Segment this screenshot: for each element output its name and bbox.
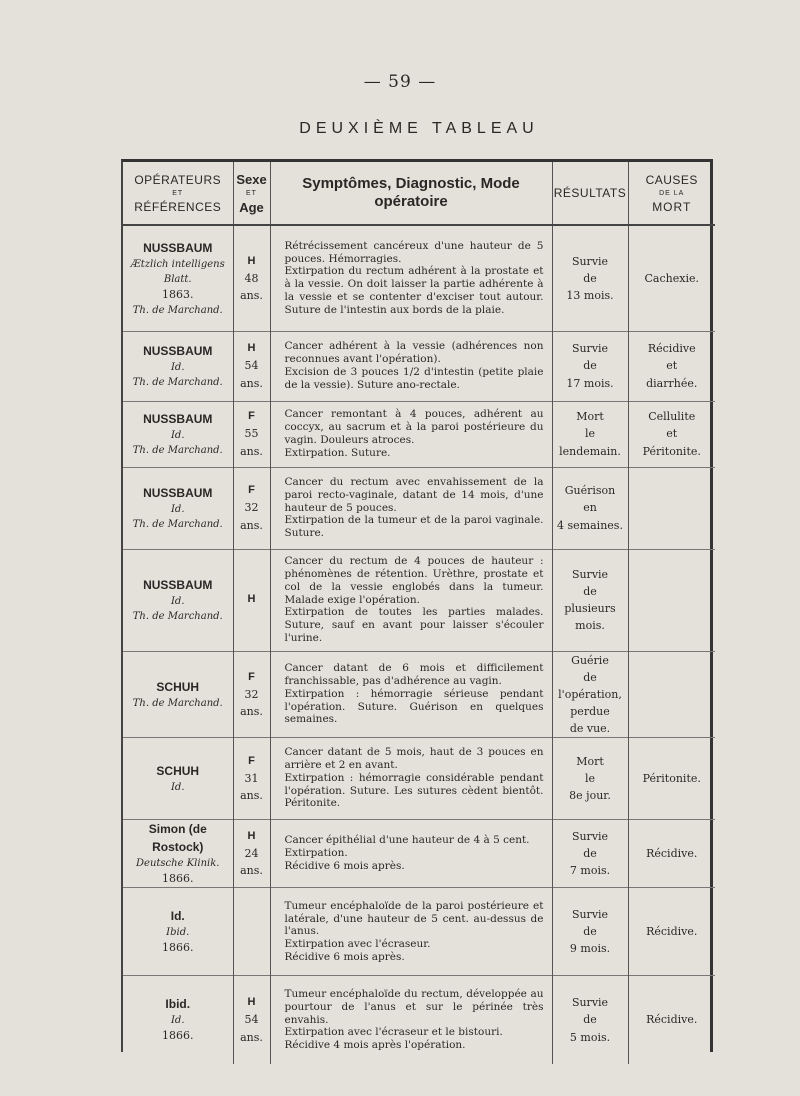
resultat-cell-line: de [583, 846, 597, 860]
operateur-cell [123, 401, 233, 467]
cause-cell [628, 888, 715, 976]
table-row [123, 737, 715, 819]
sexe-age-cell-line: 31 [244, 771, 259, 785]
cause-cell [628, 549, 715, 651]
resultat-cell-line: 17 mois. [566, 376, 614, 390]
resultat-cell-line: de [583, 271, 597, 285]
symptomes-cell-line: Extirpation : hémorragie considérable pendant l'opération. Suture. Les sutures cèdent bientôt. Péritonite. [284, 771, 544, 810]
resultat-cell-line: de [583, 359, 597, 373]
sexe-age-cell-line: ans. [240, 518, 263, 532]
sexe-age-cell-line: 54 [244, 1013, 259, 1027]
table-row [123, 976, 715, 1064]
sexe-age-cell-line: ans. [240, 864, 263, 877]
cause-cell [628, 401, 715, 467]
operateur-cell [123, 225, 233, 331]
cause-cell-line: Récidive. [646, 925, 698, 939]
header-row [123, 162, 715, 225]
symptomes-cell-line: Récidive 6 mois après. [284, 859, 405, 872]
resultat-cell-line: 4 semaines. [557, 518, 623, 532]
symptomes-cell-line: Cancer du rectum de 4 pouces de hauteur : phénomènes de rétention. Urèthre, prostate et col de la vessie englobés dans la tumeur. Malade exige l'opération. [284, 555, 544, 606]
sexe-age-cell-line: F [248, 410, 255, 423]
resultat-cell-line: le [584, 771, 596, 785]
resultat-cell-line: l'opération, [558, 687, 622, 701]
resultat-cell-line: Survie [571, 908, 609, 922]
resultat-cell [552, 225, 628, 331]
resultat-cell-line: le [584, 427, 596, 441]
operateur-cell [123, 976, 233, 1064]
sexe-age-cell-line: ans. [240, 788, 263, 802]
cause-cell [628, 737, 715, 819]
operateur-cell [123, 331, 233, 401]
resultat-cell-line: Mort [576, 410, 604, 424]
cause-cell [628, 225, 715, 331]
symptomes-cell-line: Extirpation. [284, 847, 348, 860]
operateur-cell-line: Th. de Marchand. [132, 611, 223, 622]
sexe-age-cell [233, 225, 270, 331]
cause-cell-line: Récidive. [646, 1013, 698, 1027]
symptomes-cell-line: Cancer datant de 6 mois et difficilement franchissable, pas d'adhérence au vagin. [284, 662, 544, 687]
operateur-cell-line: Ætzlich intelligens Blatt. [130, 258, 225, 285]
sexe-age-cell-line: 32 [244, 687, 259, 701]
resultat-cell-line: de [583, 925, 597, 939]
resultat-cell [552, 651, 628, 737]
sexe-age-cell-line: ans. [240, 704, 263, 718]
operateur-cell-line: Th. de Marchand. [132, 519, 223, 530]
operateur-cell-line: NUSSBAUM [143, 240, 213, 255]
table-row [123, 331, 715, 401]
sexe-age-cell-line: 48 [244, 271, 259, 285]
sexe-age-cell [233, 819, 270, 888]
symptomes-cell [270, 976, 552, 1064]
resultat-cell-line: 8e jour. [569, 788, 611, 802]
symptomes-cell [270, 225, 552, 331]
symptomes-cell-line: Extirpation. Suture. [284, 446, 391, 459]
cause-cell-line: Péritonite. [642, 444, 701, 458]
symptomes-cell-line: Cancer remontant à 4 pouces, adhérent au coccyx, au sacrum et à la paroi postérieure du vagin. Douleurs atroces. [284, 408, 544, 446]
operateur-cell-line: Ibid. [166, 926, 190, 938]
sexe-age-cell-line: H [247, 996, 256, 1009]
symptomes-cell [270, 888, 552, 976]
table-body [123, 225, 715, 1064]
table-row [123, 651, 715, 737]
resultat-cell-line: de [583, 1013, 597, 1027]
operateur-cell [123, 549, 233, 651]
operateur-cell-line: 1866. [162, 1029, 194, 1043]
symptomes-cell [270, 331, 552, 401]
sexe-age-cell-line: H [247, 829, 256, 842]
sexe-age-cell-line: H [247, 342, 256, 355]
resultat-cell-line: 9 mois. [569, 942, 611, 956]
symptomes-cell-line: Extirpation avec l'écraseur. [284, 938, 431, 951]
table-row [123, 401, 715, 467]
resultat-cell-line: 7 mois. [569, 864, 611, 877]
symptomes-cell [270, 401, 552, 467]
symptomes-cell [270, 549, 552, 651]
symptomes-cell-line: Extirpation de toutes les parties malades. Suture, sauf en avant pour laisser s'écouler l'urine. [284, 606, 544, 644]
table-title: DEUXIÈME TABLEAU [299, 120, 539, 137]
operateur-cell-line: Deutsche Klinik. [136, 857, 220, 869]
operateur-cell-line: Id. [170, 504, 185, 515]
resultat-cell-line: perdue [570, 704, 610, 718]
cause-cell-line: Récidive. [646, 846, 698, 860]
operateur-cell [123, 737, 233, 819]
sexe-age-cell [233, 549, 270, 651]
sexe-age-cell-line: H [247, 254, 256, 267]
table-row [123, 225, 715, 331]
resultat-cell [552, 331, 628, 401]
operateur-cell-line: Id. [170, 1015, 185, 1027]
operateur-cell-line: 1863. [162, 287, 194, 301]
operateur-cell-line: Id. [170, 781, 185, 793]
resultat-cell [552, 888, 628, 976]
cause-cell-line: et [666, 359, 678, 373]
sexe-age-cell-line: 55 [244, 427, 259, 441]
table-row [123, 819, 715, 888]
symptomes-cell-line: Excision de 3 pouces 1/2 d'intestin (petite plaie de la vessie). Suture ano-rectale. [284, 366, 544, 391]
symptomes-cell-line: Tumeur encéphaloïde du rectum, développée au pourtour de l'anus et sur le périnée très envahis. [284, 987, 544, 1026]
operateur-cell-line: Ibid. [165, 997, 191, 1012]
sexe-age-cell-line: F [248, 484, 255, 497]
header-causes: CAUSES DE LA MORT [628, 162, 715, 225]
resultat-cell-line: plusieurs [564, 602, 616, 615]
symptomes-cell-line: Cancer adhérent à la vessie (adhérences non reconnues avant l'opération). [284, 340, 544, 366]
symptomes-cell [270, 467, 552, 549]
sexe-age-cell-line: ans. [240, 444, 263, 458]
symptomes-cell-line: Rétrécissement cancéreux d'une hauteur de 5 pouces. Hémorragies. [284, 239, 544, 265]
resultat-cell-line: Survie [571, 996, 609, 1010]
resultat-cell-line: 5 mois. [569, 1030, 611, 1044]
operateur-cell-line: Id. [170, 908, 185, 923]
sexe-age-cell [233, 737, 270, 819]
resultat-cell-line: de vue. [569, 721, 611, 735]
header-resultats: RÉSULTATS [552, 162, 628, 225]
resultat-cell-line: Survie [571, 254, 609, 268]
symptomes-cell [270, 651, 552, 737]
resultat-cell [552, 819, 628, 888]
cause-cell [628, 976, 715, 1064]
operateur-cell-line: SCHUH [156, 763, 200, 778]
cause-cell-line: Récidive [647, 342, 696, 356]
resultat-cell-line: lendemain. [559, 444, 621, 458]
table-row [123, 549, 715, 651]
resultat-cell-line: Survie [571, 829, 609, 843]
cause-cell-line: Cachexie. [644, 271, 699, 285]
resultat-cell-line: mois. [575, 619, 605, 633]
resultat-cell-line: Guérie [571, 653, 609, 667]
table-row [123, 888, 715, 976]
symptomes-cell-line: Cancer épithélial d'une hauteur de 4 à 5 cent. [284, 834, 530, 847]
operateur-cell [123, 888, 233, 976]
cause-cell-line: diarrhée. [646, 376, 698, 390]
sexe-age-cell-line: ans. [240, 376, 263, 390]
operateur-cell-line: Simon (de Rostock) [148, 821, 207, 854]
resultat-cell-line: Mort [576, 754, 604, 768]
symptomes-cell-line: Extirpation avec l'écraseur et le bistouri. [284, 1026, 503, 1039]
resultat-cell-line: Survie [571, 567, 609, 581]
sexe-age-cell [233, 651, 270, 737]
symptomes-cell-line: Extirpation du rectum adhérent à la prostate et à la vessie. On doit laisser la partie adhérente à la vessie et se contenter d'exciser tout autour. Suture de l'intestin aux bords de la plaie. [284, 265, 544, 316]
operateur-cell-line: Th. de Marchand. [132, 445, 223, 456]
sexe-age-cell-line: F [248, 754, 255, 767]
symptomes-cell-line: Cancer datant de 5 mois, haut de 3 pouces en arrière et 2 en avant. [284, 746, 544, 772]
sexe-age-cell [233, 467, 270, 549]
operateur-cell [123, 819, 233, 888]
cause-cell [628, 331, 715, 401]
symptomes-cell-line: Cancer du rectum avec envahissement de la paroi recto-vaginale, datant de 14 mois, d'une hauteur de 5 pouces. [284, 476, 544, 514]
symptomes-cell [270, 737, 552, 819]
cause-cell [628, 819, 715, 888]
operateur-cell-line: 1866. [162, 871, 194, 885]
symptomes-cell [270, 819, 552, 888]
sexe-age-cell-line: 54 [244, 359, 259, 373]
resultat-cell [552, 467, 628, 549]
header-symptomes: Symptômes, Diagnostic, Mode opératoire [270, 162, 552, 225]
medical-table [121, 159, 713, 1052]
cause-cell-line: Cellulite [648, 410, 696, 424]
sexe-age-cell-line: H [247, 593, 256, 606]
sexe-age-cell-line: ans. [240, 288, 263, 302]
sexe-age-cell [233, 331, 270, 401]
operateur-cell-line: Th. de Marchand. [132, 305, 223, 316]
resultat-cell-line: de [583, 584, 597, 598]
operateur-cell-line: NUSSBAUM [143, 578, 213, 592]
symptomes-cell-line: Extirpation : hémorragie sérieuse pendant l'opération. Suture. Guérison en quelques semaines. [284, 687, 544, 726]
operateur-cell-line: NUSSBAUM [143, 344, 213, 358]
sexe-age-cell-line: F [248, 670, 255, 683]
symptomes-cell-line: Tumeur encéphaloïde de la paroi postérieure et latérale, d'une hauteur de 5 cent. au-dessus de l'anus. [284, 899, 544, 938]
operateur-cell-line: Th. de Marchand. [132, 697, 223, 709]
sexe-age-cell [233, 888, 270, 976]
resultat-cell-line: en [583, 501, 597, 515]
sexe-age-cell-line: 24 [244, 846, 259, 860]
operateur-cell-line: Id. [170, 362, 185, 373]
resultat-cell [552, 549, 628, 651]
operateur-cell [123, 651, 233, 737]
operateur-cell-line: Id. [170, 596, 185, 607]
table-row [123, 467, 715, 549]
resultat-cell-line: 13 mois. [566, 288, 614, 302]
cause-cell [628, 467, 715, 549]
resultat-cell [552, 737, 628, 819]
sexe-age-cell-line: 32 [244, 501, 259, 515]
cause-cell-line: Péritonite. [642, 771, 701, 785]
operateur-cell [123, 467, 233, 549]
resultat-cell [552, 976, 628, 1064]
cause-cell [628, 651, 715, 737]
operateur-cell-line: Th. de Marchand. [132, 377, 223, 388]
resultat-cell [552, 401, 628, 467]
operateur-cell-line: Id. [170, 430, 185, 441]
header-sexe: Sexe ET Age [233, 162, 270, 225]
operateur-cell-line: 1866. [162, 940, 194, 954]
symptomes-cell-line: Récidive 4 mois après l'opération. [284, 1039, 466, 1052]
symptomes-cell-line: Extirpation de la tumeur et de la paroi vaginale. Suture. [284, 514, 544, 540]
operateur-cell-line: NUSSBAUM [143, 412, 213, 426]
sexe-age-cell [233, 976, 270, 1064]
operateur-cell-line: SCHUH [156, 679, 200, 694]
operateur-cell-line: NUSSBAUM [143, 486, 213, 500]
sexe-age-cell [233, 401, 270, 467]
resultat-cell-line: Guérison [564, 484, 616, 498]
resultat-cell-line: Survie [571, 342, 609, 356]
resultat-cell-line: de [583, 670, 597, 684]
header-operateurs: OPÉRATEURS ET RÉFÉRENCES [123, 162, 233, 225]
symptomes-cell-line: Récidive 6 mois après. [284, 950, 405, 963]
page-number: — 59 — [363, 72, 437, 92]
sexe-age-cell-line: ans. [240, 1030, 263, 1044]
cause-cell-line: et [666, 427, 678, 441]
